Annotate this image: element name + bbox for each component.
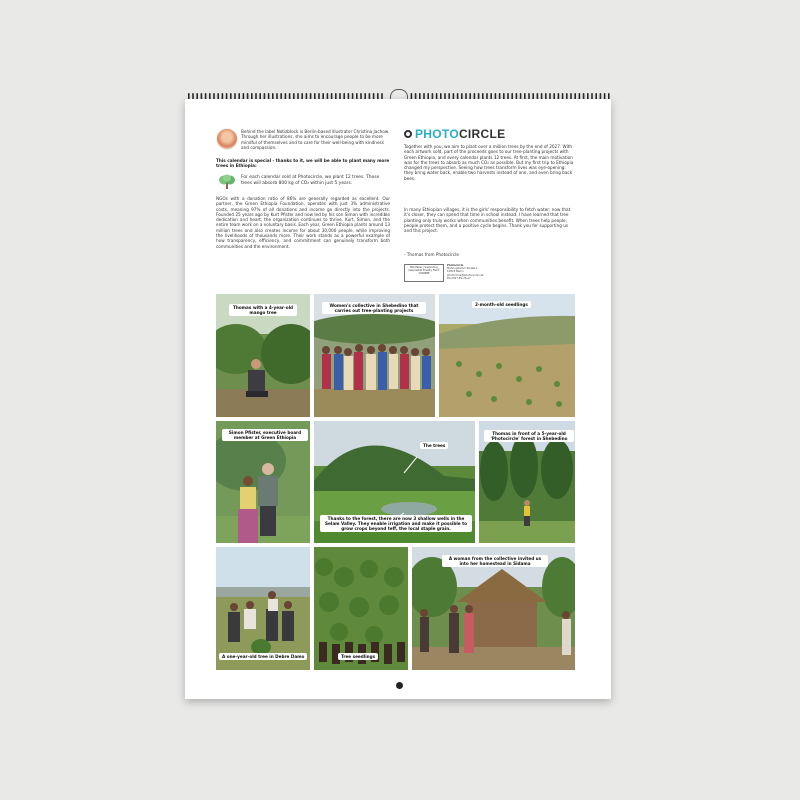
photo-simon-pfister [216, 421, 310, 543]
photo-sidama-homestead [412, 547, 575, 670]
illustrator-avatar [216, 128, 238, 150]
girls-paragraph: In many Ethiopian villages, it is the girls' responsibility to fetch water; now that it's closer, they can spend that time in school instead. I have learned that tree planting only truly works when communities benefit. When trees help people, people protect them, and a positive cycle begins. Thank you for supporting us and this project. [404, 207, 571, 234]
photo-womens-collective [314, 294, 435, 417]
photo-caption: Simon Pfister, executive board member at Green Ethiopia [222, 429, 308, 441]
fsc-label: MIX Paper | Supporting responsible forestry FSC® C018888 [404, 264, 444, 282]
photo-selam-valley [314, 421, 475, 543]
logo-ring-icon [404, 130, 412, 138]
logo-circle-text: CIRCLE [458, 127, 506, 141]
photo-tree-seedlings [314, 547, 408, 670]
photo-caption: The trees [420, 442, 448, 449]
publisher-code: PC-2027-ES-26-A7 [447, 276, 471, 280]
photo-caption: 2-month-old seedlings [472, 301, 531, 308]
photo-caption: Thomas with a 4-year-old mango tree [229, 304, 297, 316]
ngo-paragraph: NGOs with a donation ratio of 86% are generally regarded as excellent. Our partner, the Green Ethiopia Foundation, operates with just 3% administrative costs, meaning 97% of all donations and income go directly into the projects. Founded 25 years ago by Kurt Pfister and now led by his son Simon with incredible dedication and heart, the organization continues to thrive. Kurt, Simon, and the entire team work on a voluntary basis. Each year, Green Ethiopia plants around 13 million trees and also creates income for about 30,000 people, while improving the livelihoods of thousands more. Their work stands as a powerful example of how transparency, efficiency, and commitment can genuinely transform both communities and the environment. [216, 196, 390, 249]
illustrator-bio: Behind the label Notizblock is Berlin-based illustrator Christina Jachow. Through her illustrations, she aims to encourage people to be more mindful of themselves and to care for their well-being with kindness and compassion. [241, 129, 390, 150]
photo-thomas-mango-tree [216, 294, 310, 417]
photo-caption: Women's collective in Shebedino that carries out tree-planting projects [322, 302, 426, 314]
photo-caption: A woman from the collective invited us into her homestead in Sidama [442, 555, 548, 567]
trees-per-calendar-note: For each calendar sold at Photocircle, we plant 12 trees. These trees will absorb 800 kg of CO₂ within just 5 years. [241, 175, 380, 186]
photo-thomas-forest [479, 421, 575, 543]
photo-caption: Thomas in front of a 5-year-old 'Photocircle' forest in Shebedino [484, 430, 574, 442]
photo-debre-damo [216, 547, 310, 670]
publisher-email: photocircle@photocircle.net [447, 273, 484, 277]
photo-caption: A one-year-old tree in Debre Damo [219, 653, 307, 660]
photo-seedlings-2-month [439, 294, 575, 417]
publisher-name: Photocircle [447, 264, 464, 267]
tree-icon [218, 174, 236, 190]
publisher-street: Mehringdamm Straße 1 [447, 267, 478, 271]
logo-photo-text: PHOTO [415, 127, 459, 141]
together-paragraph: Together with you, we aim to plant over a million trees by the end of 2027. With each artwork sold, part of the proceeds goes to our tree-planting projects with Green Ethiopia, and every calendar plants 12 trees. At first, the main motivation was for the trees to absorb as much CO₂ as possible. But my first trip to Ethiopia changed my perspective. Seeing how trees transform lives was eye-opening: they bring water back, enable two harvests instead of one, and even bring back bees. [404, 144, 574, 181]
photo-caption: Tree seedlings [338, 653, 378, 660]
photo-caption: Thanks to the forest, there are now 3 shallow wells in the Selam Valley. They enable irrigation and make it possible to grow crops beyond teff, the local staple grain. [320, 515, 472, 532]
signature: - Thomas from Photocircle [404, 252, 459, 257]
bottom-hanging-hole [396, 682, 403, 689]
publisher-city: 10823 Berlin [447, 270, 464, 274]
publisher-address [447, 264, 527, 280]
special-heading: This calendar is special - thanks to it, we will be able to plant many more trees in Ethiopia: [216, 158, 390, 169]
photocircle-logo [404, 128, 505, 140]
